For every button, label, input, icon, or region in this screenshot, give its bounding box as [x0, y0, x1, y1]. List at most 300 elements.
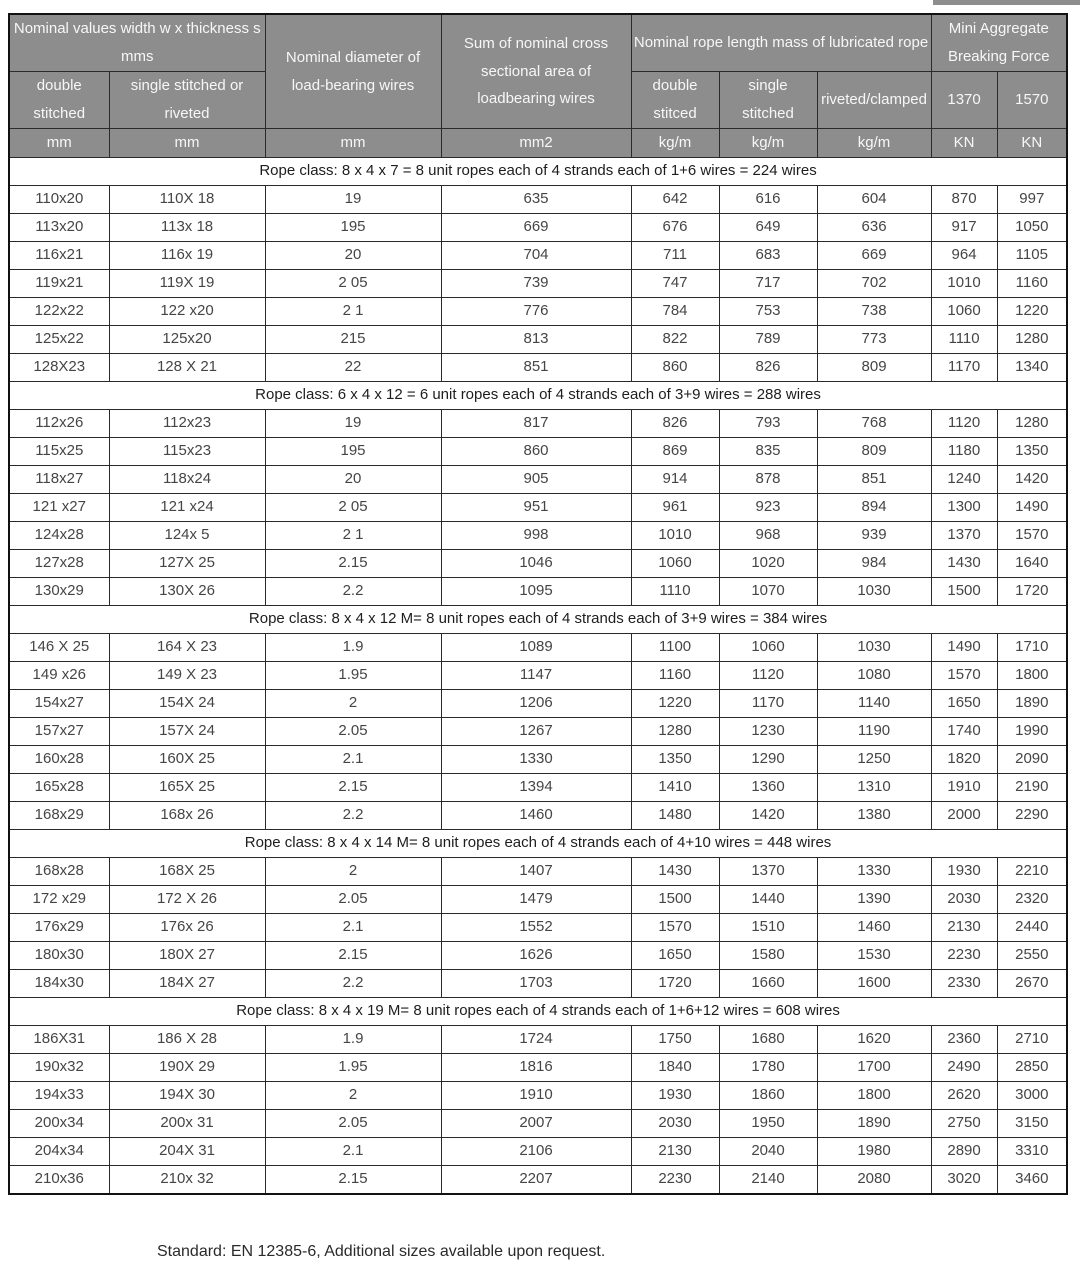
data-cell: 121 x24: [109, 494, 265, 522]
data-cell: 738: [817, 298, 931, 326]
data-cell: 194x33: [9, 1082, 109, 1110]
data-cell: 1350: [631, 746, 719, 774]
data-cell: 1626: [441, 942, 631, 970]
data-cell: 2080: [817, 1166, 931, 1195]
data-cell: 1860: [719, 1082, 817, 1110]
data-cell: 1360: [719, 774, 817, 802]
data-cell: 124x28: [9, 522, 109, 550]
data-cell: 2030: [931, 886, 997, 914]
data-cell: 2.05: [265, 886, 441, 914]
data-row: [9, 410, 1067, 438]
data-cell: 1290: [719, 746, 817, 774]
data-cell: 1095: [441, 578, 631, 606]
data-cell: 118x24: [109, 466, 265, 494]
data-cell: 2.2: [265, 578, 441, 606]
data-cell: 649: [719, 214, 817, 242]
data-cell: 817: [441, 410, 631, 438]
data-row: [9, 914, 1067, 942]
data-cell: 154x27: [9, 690, 109, 718]
data-cell: 2.2: [265, 802, 441, 830]
data-cell: 961: [631, 494, 719, 522]
data-cell: 860: [441, 438, 631, 466]
data-cell: 1490: [931, 634, 997, 662]
data-cell: 1930: [631, 1082, 719, 1110]
header-single-stitched-riveted: single stitched or riveted: [109, 72, 265, 129]
data-row: [9, 718, 1067, 746]
data-cell: 669: [441, 214, 631, 242]
data-cell: 789: [719, 326, 817, 354]
data-cell: 1724: [441, 1026, 631, 1054]
header-rope-mass: Nominal rope length mass of lubricated rope: [631, 14, 931, 72]
data-cell: 2360: [931, 1026, 997, 1054]
data-cell: 119x21: [9, 270, 109, 298]
data-cell: 1160: [631, 662, 719, 690]
data-cell: 1.9: [265, 634, 441, 662]
data-row: [9, 466, 1067, 494]
data-cell: 2.15: [265, 774, 441, 802]
data-cell: 793: [719, 410, 817, 438]
data-cell: 122 x20: [109, 298, 265, 326]
data-cell: 1280: [631, 718, 719, 746]
header-row-groups: [9, 14, 1067, 72]
data-cell: 717: [719, 270, 817, 298]
data-cell: 1479: [441, 886, 631, 914]
data-cell: 116x21: [9, 242, 109, 270]
data-cell: 1650: [631, 942, 719, 970]
data-cell: 110x20: [9, 186, 109, 214]
data-cell: 180X 27: [109, 942, 265, 970]
data-row: [9, 354, 1067, 382]
data-cell: 1480: [631, 802, 719, 830]
data-cell: 2210: [997, 858, 1067, 886]
data-cell: 1380: [817, 802, 931, 830]
data-cell: 2.05: [265, 1110, 441, 1138]
unit-cell: mm: [109, 129, 265, 158]
data-cell: 210x36: [9, 1166, 109, 1195]
data-cell: 2207: [441, 1166, 631, 1195]
data-cell: 1190: [817, 718, 931, 746]
data-cell: 1440: [719, 886, 817, 914]
data-cell: 164 X 23: [109, 634, 265, 662]
data-cell: 1460: [441, 802, 631, 830]
unit-cell: mm: [9, 129, 109, 158]
data-cell: 1700: [817, 1054, 931, 1082]
rope-spec-table: [8, 13, 1068, 1195]
data-cell: 784: [631, 298, 719, 326]
data-cell: 186 X 28: [109, 1026, 265, 1054]
data-cell: 851: [817, 466, 931, 494]
data-cell: 1394: [441, 774, 631, 802]
data-cell: 1280: [997, 326, 1067, 354]
data-cell: 1060: [631, 550, 719, 578]
data-cell: 1530: [817, 942, 931, 970]
unit-cell: mm2: [441, 129, 631, 158]
data-cell: 1890: [817, 1110, 931, 1138]
header-mass-double-stitced: double stitced: [631, 72, 719, 129]
data-cell: 1570: [931, 662, 997, 690]
data-cell: 1890: [997, 690, 1067, 718]
data-cell: 923: [719, 494, 817, 522]
data-cell: 1410: [631, 774, 719, 802]
data-cell: 1030: [817, 634, 931, 662]
data-row: [9, 522, 1067, 550]
data-cell: 210x 32: [109, 1166, 265, 1195]
data-cell: 195: [265, 214, 441, 242]
data-cell: 1580: [719, 942, 817, 970]
data-cell: 1089: [441, 634, 631, 662]
data-cell: 128X23: [9, 354, 109, 382]
data-cell: 1110: [931, 326, 997, 354]
data-row: [9, 1166, 1067, 1195]
data-cell: 112x23: [109, 410, 265, 438]
data-cell: 3000: [997, 1082, 1067, 1110]
data-cell: 939: [817, 522, 931, 550]
data-cell: 809: [817, 438, 931, 466]
data-cell: 1070: [719, 578, 817, 606]
data-cell: 204x34: [9, 1138, 109, 1166]
data-cell: 200x34: [9, 1110, 109, 1138]
data-cell: 172 X 26: [109, 886, 265, 914]
data-cell: 826: [719, 354, 817, 382]
data-cell: 1160: [997, 270, 1067, 298]
table-body: [9, 158, 1067, 1195]
data-cell: 20: [265, 466, 441, 494]
data-cell: 1170: [719, 690, 817, 718]
data-cell: 813: [441, 326, 631, 354]
data-cell: 1370: [931, 522, 997, 550]
data-cell: 1500: [631, 886, 719, 914]
data-cell: 190x32: [9, 1054, 109, 1082]
data-cell: 1310: [817, 774, 931, 802]
header-mass-riveted-clamped: riveted/clamped: [817, 72, 931, 129]
header-breaking-force: Mini Aggregate Breaking Force: [931, 14, 1067, 72]
data-cell: 1650: [931, 690, 997, 718]
data-cell: 1420: [719, 802, 817, 830]
data-cell: 1020: [719, 550, 817, 578]
data-cell: 1300: [931, 494, 997, 522]
data-row: [9, 1082, 1067, 1110]
data-cell: 3150: [997, 1110, 1067, 1138]
data-cell: 2: [265, 690, 441, 718]
data-row: [9, 186, 1067, 214]
data-cell: 130x29: [9, 578, 109, 606]
header-nominal-values: Nominal values width w x thickness s mms: [9, 14, 265, 72]
data-row: [9, 270, 1067, 298]
data-cell: 1990: [997, 718, 1067, 746]
header-mass-single-stitched: single stitched: [719, 72, 817, 129]
section-title-row: [9, 382, 1067, 410]
data-cell: 1100: [631, 634, 719, 662]
data-cell: 157x27: [9, 718, 109, 746]
data-cell: 1206: [441, 690, 631, 718]
data-cell: 894: [817, 494, 931, 522]
data-cell: 2 1: [265, 298, 441, 326]
data-cell: 127X 25: [109, 550, 265, 578]
data-cell: 1620: [817, 1026, 931, 1054]
data-cell: 776: [441, 298, 631, 326]
data-cell: 157X 24: [109, 718, 265, 746]
data-row: [9, 438, 1067, 466]
data-row: [9, 494, 1067, 522]
data-cell: 184x30: [9, 970, 109, 998]
unit-cell: KN: [931, 129, 997, 158]
data-cell: 1147: [441, 662, 631, 690]
data-cell: 2230: [631, 1166, 719, 1195]
data-cell: 168X 25: [109, 858, 265, 886]
data-cell: 128 X 21: [109, 354, 265, 382]
data-cell: 1510: [719, 914, 817, 942]
data-cell: 1267: [441, 718, 631, 746]
data-cell: 2440: [997, 914, 1067, 942]
data-cell: 635: [441, 186, 631, 214]
data-cell: 739: [441, 270, 631, 298]
data-cell: 1370: [719, 858, 817, 886]
data-cell: 184X 27: [109, 970, 265, 998]
data-cell: 1490: [997, 494, 1067, 522]
data-row: [9, 1054, 1067, 1082]
data-row: [9, 1026, 1067, 1054]
data-cell: 2850: [997, 1054, 1067, 1082]
data-cell: 160X 25: [109, 746, 265, 774]
data-cell: 194X 30: [109, 1082, 265, 1110]
data-row: [9, 1138, 1067, 1166]
data-cell: 2620: [931, 1082, 997, 1110]
data-cell: 704: [441, 242, 631, 270]
data-cell: 186X31: [9, 1026, 109, 1054]
data-cell: 968: [719, 522, 817, 550]
data-cell: 20: [265, 242, 441, 270]
data-cell: 753: [719, 298, 817, 326]
data-cell: 2130: [931, 914, 997, 942]
data-cell: 711: [631, 242, 719, 270]
data-cell: 215: [265, 326, 441, 354]
data-cell: 149 X 23: [109, 662, 265, 690]
data-cell: 154X 24: [109, 690, 265, 718]
data-cell: 878: [719, 466, 817, 494]
data-row: [9, 578, 1067, 606]
data-cell: 1950: [719, 1110, 817, 1138]
section-title-row: [9, 606, 1067, 634]
data-cell: 2030: [631, 1110, 719, 1138]
section-title-row: [9, 998, 1067, 1026]
data-cell: 149 x26: [9, 662, 109, 690]
data-cell: 1340: [997, 354, 1067, 382]
data-cell: 1840: [631, 1054, 719, 1082]
data-cell: 1230: [719, 718, 817, 746]
data-cell: 2140: [719, 1166, 817, 1195]
data-cell: 2330: [931, 970, 997, 998]
data-cell: 636: [817, 214, 931, 242]
data-cell: 747: [631, 270, 719, 298]
data-row: [9, 886, 1067, 914]
data-cell: 1046: [441, 550, 631, 578]
data-row: [9, 942, 1067, 970]
data-cell: 1030: [817, 578, 931, 606]
data-cell: 642: [631, 186, 719, 214]
data-cell: 127x28: [9, 550, 109, 578]
data-cell: 2.1: [265, 1138, 441, 1166]
data-cell: 122x22: [9, 298, 109, 326]
data-cell: 1600: [817, 970, 931, 998]
data-cell: 2 05: [265, 270, 441, 298]
data-row: [9, 662, 1067, 690]
data-cell: 2 1: [265, 522, 441, 550]
table-header: [9, 14, 1067, 158]
data-cell: 773: [817, 326, 931, 354]
data-cell: 2230: [931, 942, 997, 970]
data-cell: 1800: [997, 662, 1067, 690]
data-cell: 2040: [719, 1138, 817, 1166]
section-title: Rope class: 8 x 4 x 14 M= 8 unit ropes each of 4 strands each of 4+10 wires = 448 wires: [9, 830, 1067, 858]
data-cell: 22: [265, 354, 441, 382]
data-cell: 1.9: [265, 1026, 441, 1054]
data-cell: 1330: [441, 746, 631, 774]
data-row: [9, 970, 1067, 998]
data-cell: 2.15: [265, 942, 441, 970]
data-cell: 200x 31: [109, 1110, 265, 1138]
data-cell: 1050: [997, 214, 1067, 242]
standard-footnote: Standard: EN 12385-6, Additional sizes available upon request.: [157, 1243, 606, 1260]
header-grade-1370: 1370: [931, 72, 997, 129]
data-cell: 1816: [441, 1054, 631, 1082]
data-cell: 1980: [817, 1138, 931, 1166]
data-cell: 669: [817, 242, 931, 270]
data-cell: 1060: [719, 634, 817, 662]
data-cell: 1660: [719, 970, 817, 998]
data-cell: 1430: [631, 858, 719, 886]
data-cell: 121 x27: [9, 494, 109, 522]
data-cell: 125x22: [9, 326, 109, 354]
data-cell: 165x28: [9, 774, 109, 802]
data-row: [9, 214, 1067, 242]
unit-cell: kg/m: [817, 129, 931, 158]
data-cell: 914: [631, 466, 719, 494]
data-cell: 168x28: [9, 858, 109, 886]
data-cell: 951: [441, 494, 631, 522]
data-cell: 2.1: [265, 914, 441, 942]
data-cell: 2 05: [265, 494, 441, 522]
data-row: [9, 746, 1067, 774]
data-cell: 165X 25: [109, 774, 265, 802]
data-cell: 1800: [817, 1082, 931, 1110]
data-cell: 1460: [817, 914, 931, 942]
data-cell: 676: [631, 214, 719, 242]
header-cross-sectional-area: Sum of nominal cross sectional area of loadbearing wires: [441, 14, 631, 129]
data-cell: 1105: [997, 242, 1067, 270]
data-cell: 1720: [631, 970, 719, 998]
data-cell: 1.95: [265, 662, 441, 690]
data-row: [9, 242, 1067, 270]
data-cell: 1420: [997, 466, 1067, 494]
header-row-units: [9, 129, 1067, 158]
data-cell: 2750: [931, 1110, 997, 1138]
data-cell: 1390: [817, 886, 931, 914]
data-cell: 3020: [931, 1166, 997, 1195]
data-cell: 3310: [997, 1138, 1067, 1166]
data-cell: 1060: [931, 298, 997, 326]
data-cell: 870: [931, 186, 997, 214]
data-cell: 964: [931, 242, 997, 270]
data-cell: 2106: [441, 1138, 631, 1166]
data-row: [9, 774, 1067, 802]
data-cell: 115x25: [9, 438, 109, 466]
data-cell: 998: [441, 522, 631, 550]
data-cell: 112x26: [9, 410, 109, 438]
data-row: [9, 802, 1067, 830]
data-cell: 2550: [997, 942, 1067, 970]
data-cell: 1407: [441, 858, 631, 886]
data-cell: 905: [441, 466, 631, 494]
unit-cell: KN: [997, 129, 1067, 158]
data-cell: 1080: [817, 662, 931, 690]
data-cell: 3460: [997, 1166, 1067, 1195]
data-cell: 2000: [931, 802, 997, 830]
data-cell: 917: [931, 214, 997, 242]
data-cell: 702: [817, 270, 931, 298]
data-cell: 809: [817, 354, 931, 382]
data-cell: 172 x29: [9, 886, 109, 914]
data-cell: 1570: [631, 914, 719, 942]
data-cell: 851: [441, 354, 631, 382]
data-cell: 1680: [719, 1026, 817, 1054]
data-cell: 1703: [441, 970, 631, 998]
data-cell: 1010: [931, 270, 997, 298]
data-cell: 2090: [997, 746, 1067, 774]
data-cell: 118x27: [9, 466, 109, 494]
data-cell: 2.2: [265, 970, 441, 998]
data-cell: 124x 5: [109, 522, 265, 550]
data-cell: 195: [265, 438, 441, 466]
data-cell: 860: [631, 354, 719, 382]
data-cell: 1740: [931, 718, 997, 746]
data-row: [9, 858, 1067, 886]
data-cell: 2130: [631, 1138, 719, 1166]
data-cell: 2.1: [265, 746, 441, 774]
data-row: [9, 634, 1067, 662]
section-title: Rope class: 8 x 4 x 12 M= 8 unit ropes each of 4 strands each of 3+9 wires = 384 wires: [9, 606, 1067, 634]
data-cell: 1500: [931, 578, 997, 606]
data-cell: 1220: [997, 298, 1067, 326]
data-row: [9, 298, 1067, 326]
data-cell: 160x28: [9, 746, 109, 774]
data-cell: 125x20: [109, 326, 265, 354]
data-cell: 19: [265, 186, 441, 214]
data-cell: 2290: [997, 802, 1067, 830]
data-cell: 1910: [931, 774, 997, 802]
data-cell: 2: [265, 858, 441, 886]
data-cell: 826: [631, 410, 719, 438]
data-cell: 1120: [931, 410, 997, 438]
data-cell: 1170: [931, 354, 997, 382]
data-cell: 110X 18: [109, 186, 265, 214]
data-cell: 997: [997, 186, 1067, 214]
data-cell: 1750: [631, 1026, 719, 1054]
data-cell: 604: [817, 186, 931, 214]
data-cell: 2.15: [265, 550, 441, 578]
data-cell: 1220: [631, 690, 719, 718]
section-title: Rope class: 6 x 4 x 12 = 6 unit ropes each of 4 strands each of 3+9 wires = 288 wires: [9, 382, 1067, 410]
data-cell: 2007: [441, 1110, 631, 1138]
data-cell: 1430: [931, 550, 997, 578]
data-cell: 1570: [997, 522, 1067, 550]
top-edge-artifact: [933, 0, 1080, 5]
data-cell: 1180: [931, 438, 997, 466]
header-nominal-diameter: Nominal diameter of load-bearing wires: [265, 14, 441, 129]
data-cell: 113x20: [9, 214, 109, 242]
data-cell: 116x 19: [109, 242, 265, 270]
data-cell: 2490: [931, 1054, 997, 1082]
section-title-row: [9, 830, 1067, 858]
